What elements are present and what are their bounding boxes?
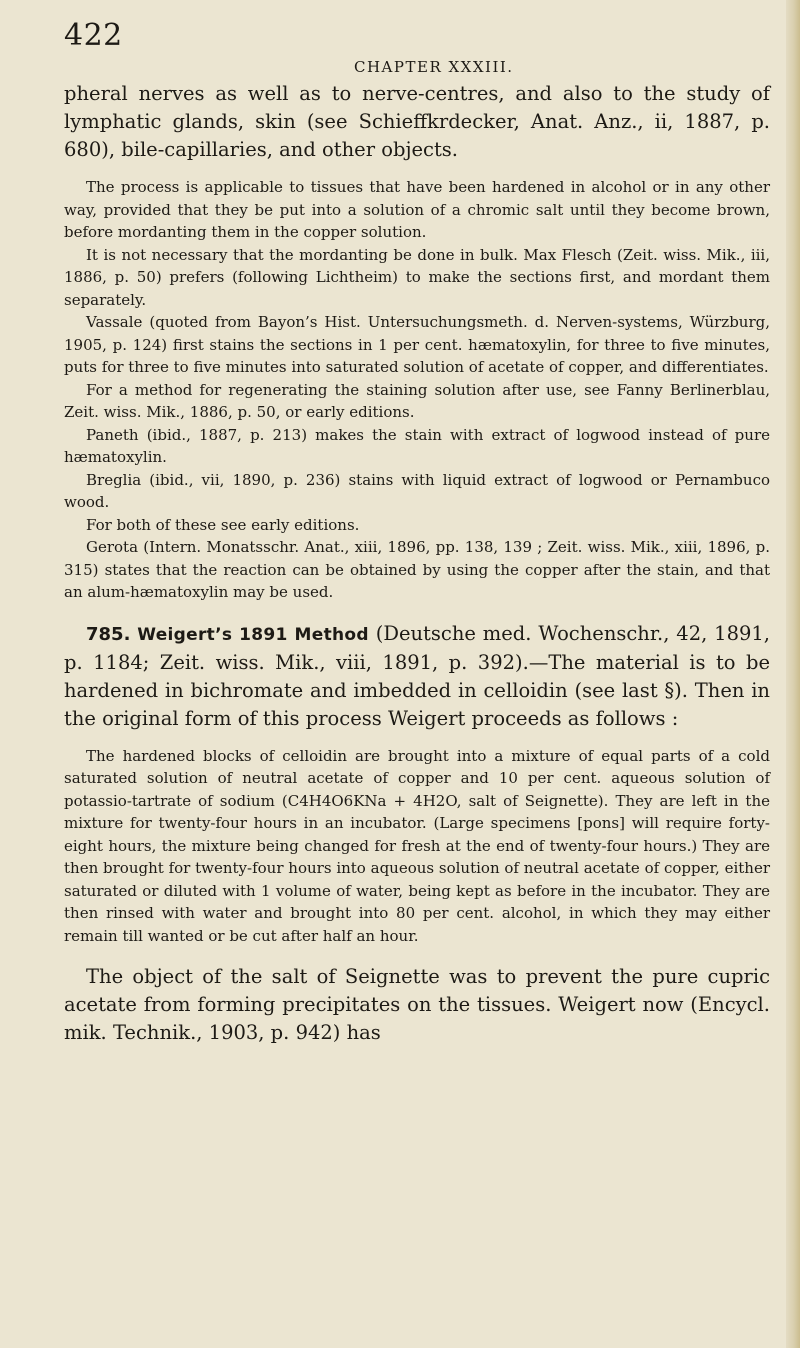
section-785: [64, 620, 770, 733]
body-text: [64, 80, 770, 1047]
paragraph-object: The object of the salt of Seignette was to prevent the pure cupric acetate from forming precipitates on the tissues. Weigert now (Encycl. mik. Technik., 1903, p. 942) has: [64, 965, 770, 1044]
page-number: 422: [64, 18, 123, 53]
paragraph-process: The process is applicable to tissues that have been hardened in alcohol or in any other way, provided that they be put into a solution of a chromic salt until they become brown, before mordanting them in the copper solution.: [64, 178, 770, 241]
paragraph-intro: pheral nerves as well as to nerve-centres, and also to the study of lymphatic glands, skin (see Schieffkrdecker, Anat. Anz., ii, 1887, p. 680), bile-capillaries, and other objects.: [64, 82, 770, 161]
paragraph-blocks: The hardened blocks of celloidin are brought into a mixture of equal parts of a cold saturated solution of neutral acetate of copper and 10 per cent. aqueous solution of potassio-tartrate of sodium (C4H4O6KNa + 4H2O, salt of Seignette). They are left in the mixture for twenty-four hours in an incubator. (Large specimens [pons] will require forty-eight hours, the mixture being changed for fresh at the end of twenty-four hours.) They are then brought for twenty-four hours into aqueous solution of neutral acetate of copper, either saturated or diluted with 1 volume of water, being kept as before in the incubator. They are then rinsed with water and brought into 80 per cent. alcohol, in which they may either remain till wanted or be cut after half an hour.: [64, 746, 770, 945]
paragraph-paneth: Paneth (ibid., 1887, p. 213) makes the stain with extract of logwood instead of pure hæmatoxylin.: [64, 425, 770, 466]
paragraph-both: For both of these see early editions.: [86, 515, 360, 534]
running-head: CHAPTER XXXIII.: [354, 58, 514, 76]
paragraph-flesch: It is not necessary that the mordanting be done in bulk. Max Flesch (Zeit. wiss. Mik., iii, 1886, p. 50) prefers (following Lichtheim) to make the sections first, and mordant them separately.: [64, 245, 770, 309]
small-print-block: [64, 176, 770, 604]
paragraph-breglia: Breglia (ibid., vii, 1890, p. 236) stains with liquid extract of logwood or Pernambuco wood.: [64, 470, 770, 511]
paragraph-regenerating: For a method for regenerating the staining solution after use, see Fanny Berlinerblau, Zeit. wiss. Mik., 1886, p. 50, or early editions.: [64, 380, 770, 421]
section-number: 785.: [86, 623, 131, 645]
paragraph-gerota: Gerota (Intern. Monatsschr. Anat., xiii, 1896, pp. 138, 139 ; Zeit. wiss. Mik., xiii, 1896, p. 315) states that the reaction can be obtained by using the copper after the stain, and that an alum-hæmatoxylin may be used.: [64, 538, 770, 601]
section-text: (Deutsche med. Wochenschr., 42, 1891, p. 1184; Zeit. wiss. Mik., viii, 1891, p. 392).—The material is to be hardened in bichromate and imbedded in celloidin (see last §). Then in the original form of this process Weigert proceeds as follows :: [64, 621, 770, 730]
paragraph-vassale: Vassale (quoted from Bayon’s Hist. Untersuchungsmeth. d. Nerven-systems, Würzburg, 1905, p. 124) first stains the sections in 1 per cent. hæmatoxylin, for three to five minutes, puts for three to five minutes into saturated solution of acetate of copper, and differentiates.: [64, 313, 770, 376]
section-heading: Weigert’s 1891 Method: [137, 624, 369, 645]
page-header: [64, 18, 764, 76]
